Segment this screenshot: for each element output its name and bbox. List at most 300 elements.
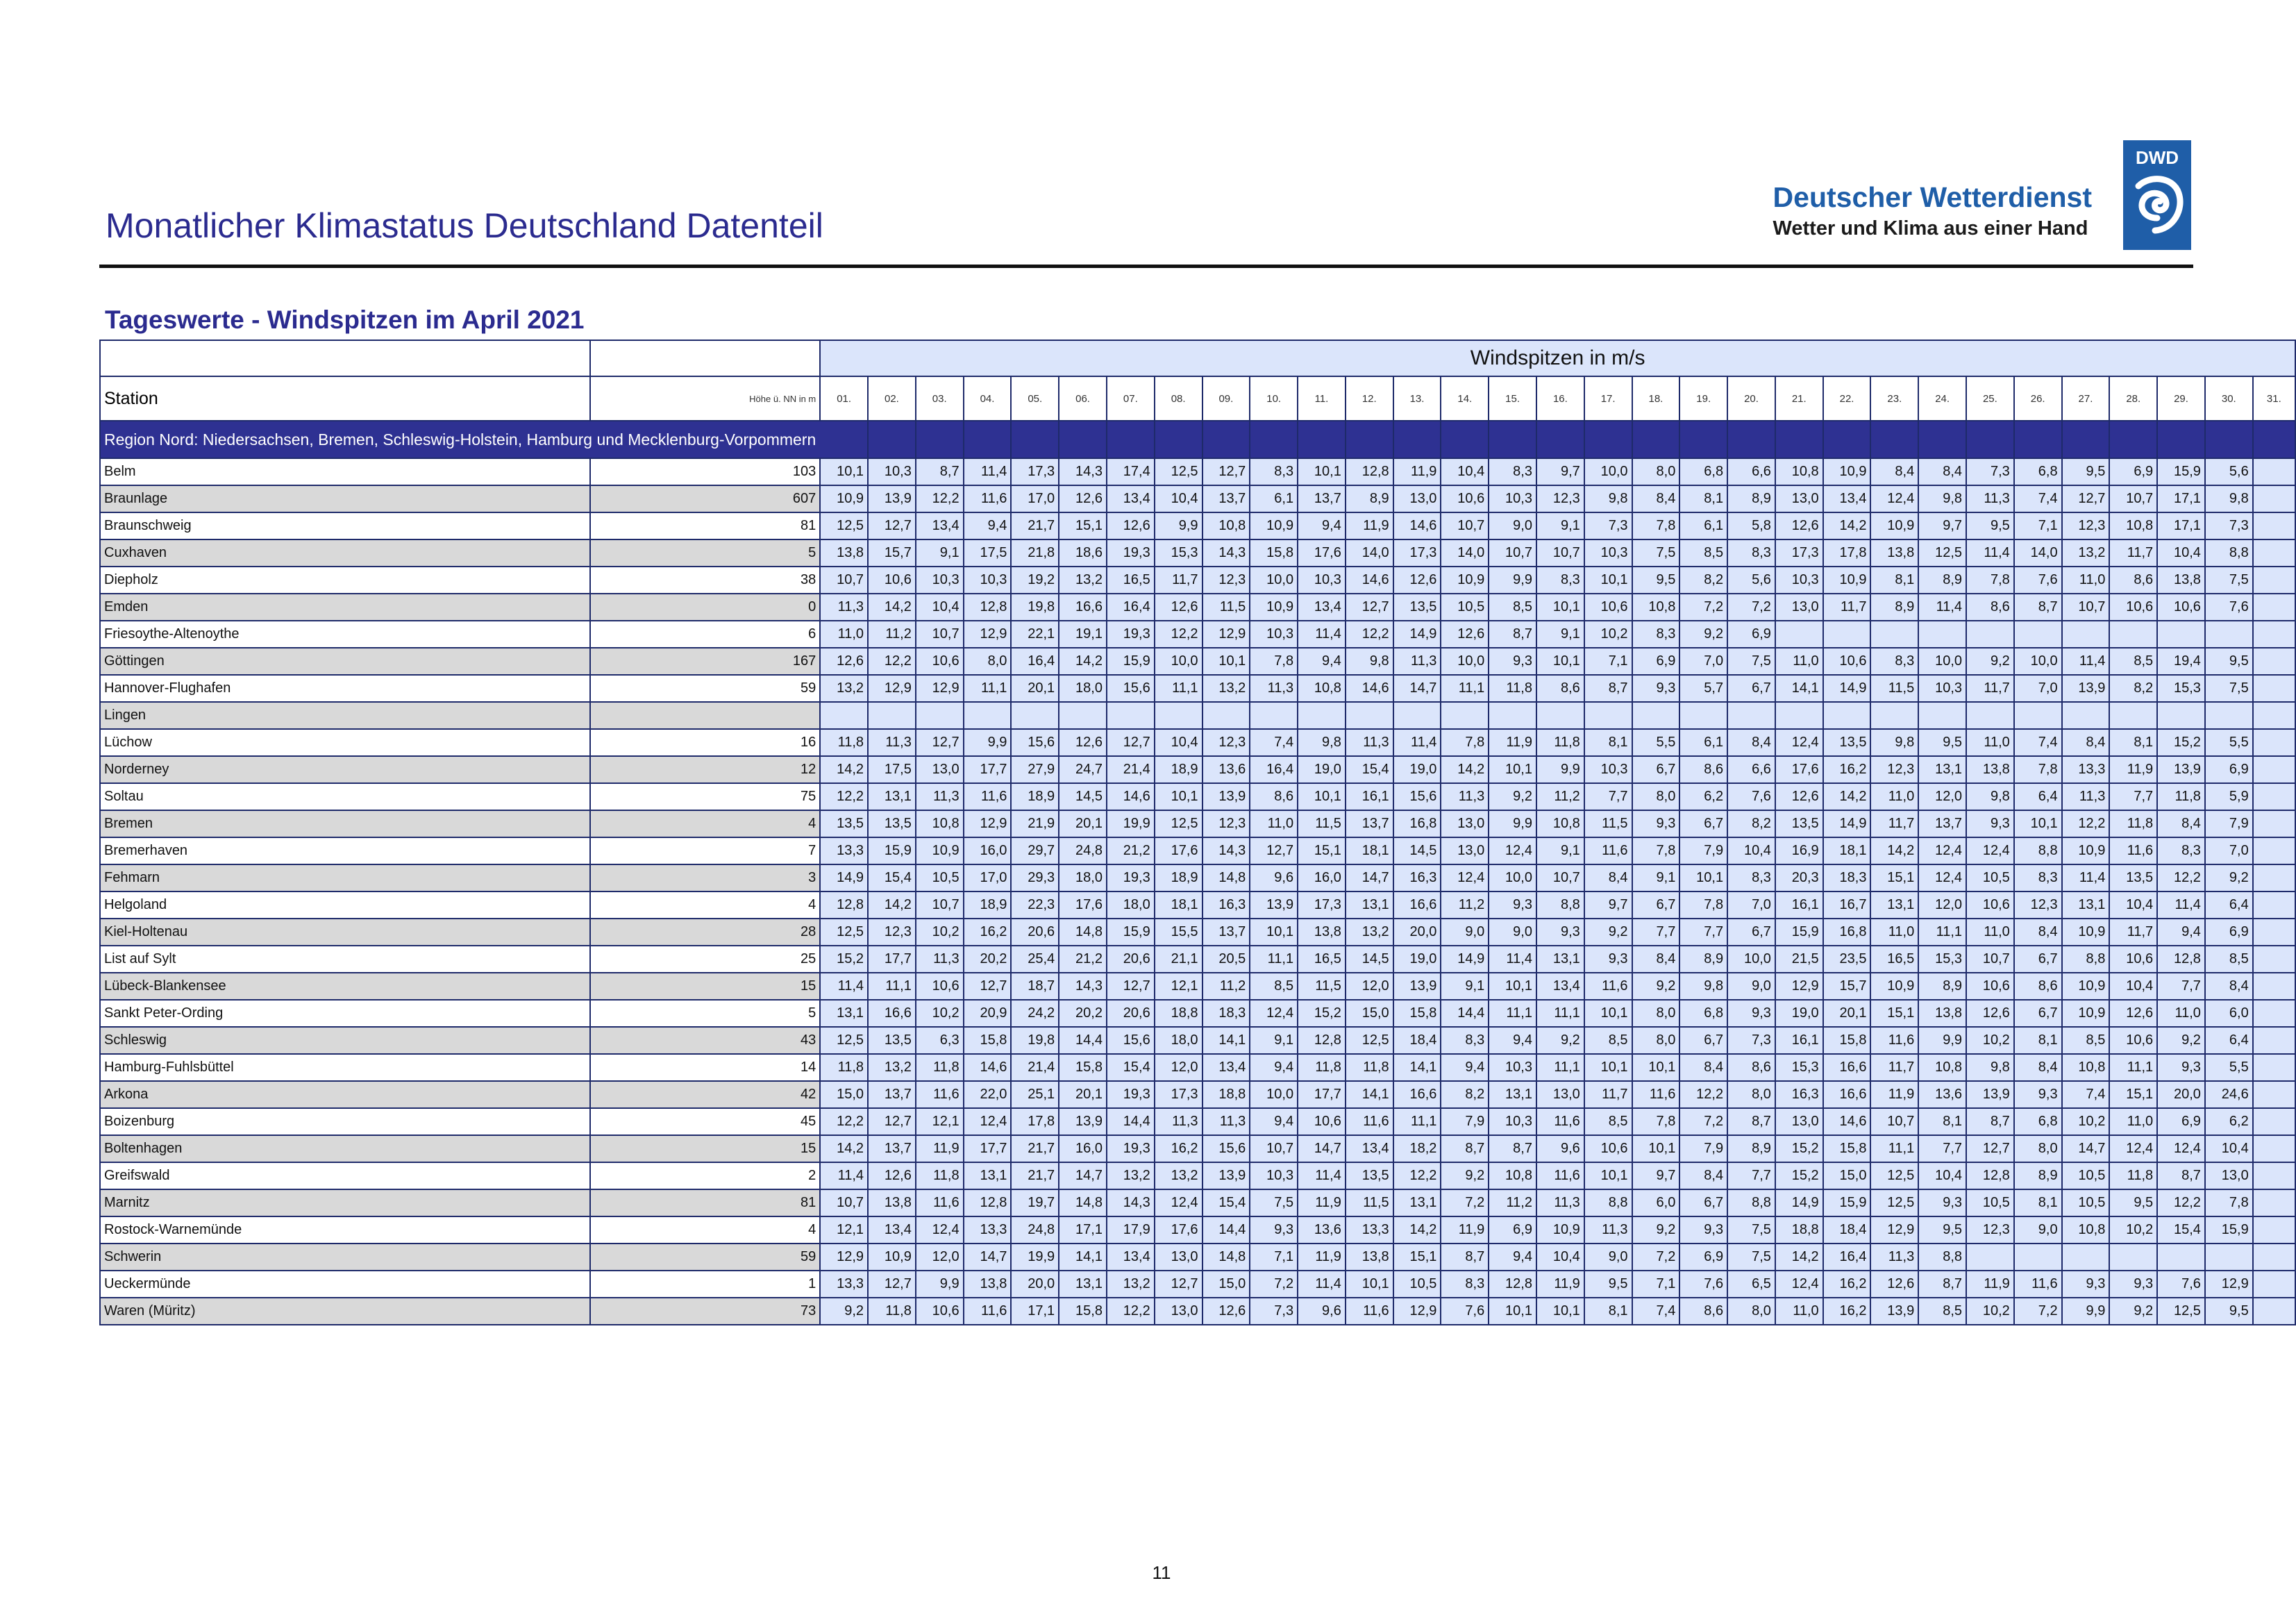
station-elevation: 73 bbox=[590, 1298, 820, 1325]
wind-gust-value: 13,9 bbox=[2157, 756, 2205, 783]
wind-gust-value: 11,3 bbox=[916, 783, 964, 810]
wind-gust-value: 13,1 bbox=[868, 783, 916, 810]
wind-gust-value: 10,7 bbox=[1536, 539, 1584, 567]
wind-gust-value: 13,9 bbox=[1203, 1162, 1250, 1189]
wind-gust-value: 12,2 bbox=[1393, 1162, 1441, 1189]
wind-gust-value: 13,8 bbox=[1346, 1244, 1393, 1271]
wind-gust-value: 10,0 bbox=[2014, 648, 2062, 675]
wind-gust-value: 18,9 bbox=[1011, 783, 1059, 810]
wind-gust-value: 19,0 bbox=[1393, 946, 1441, 973]
region-row bbox=[100, 421, 2295, 458]
wind-gust-value: 12,0 bbox=[1918, 891, 1966, 919]
wind-gust-value: 8,0 bbox=[1632, 783, 1680, 810]
wind-gust-value: 12,2 bbox=[1346, 621, 1393, 648]
wind-gust-value: 10,3 bbox=[1489, 1108, 1536, 1135]
wind-gust-value: 8,1 bbox=[2014, 1027, 2062, 1054]
wind-gust-value: 18,0 bbox=[1155, 1027, 1203, 1054]
region-cell bbox=[1775, 421, 1823, 458]
wind-gust-value: 10,0 bbox=[1489, 864, 1536, 891]
wind-gust-value: 7,5 bbox=[1250, 1189, 1298, 1216]
wind-gust-value: 8,8 bbox=[1918, 1244, 1966, 1271]
wind-gust-value: 12,8 bbox=[964, 594, 1012, 621]
table-row bbox=[100, 1054, 2295, 1081]
wind-gust-value: 11,8 bbox=[820, 1054, 868, 1081]
wind-gust-value: 10,9 bbox=[2062, 973, 2110, 1000]
wind-gust-value: 11,3 bbox=[1536, 1189, 1584, 1216]
wind-gust-value: 13,3 bbox=[2062, 756, 2110, 783]
wind-gust-value: 9,4 bbox=[1250, 1054, 1298, 1081]
wind-gust-value bbox=[2014, 702, 2062, 729]
wind-gust-value: 8,0 bbox=[2014, 1135, 2062, 1162]
wind-gust-value: 10,9 bbox=[2062, 1000, 2110, 1027]
wind-gust-value: 8,6 bbox=[1250, 783, 1298, 810]
wind-gust-value: 18,4 bbox=[1393, 1027, 1441, 1054]
wind-gust-value: 7,9 bbox=[1679, 837, 1727, 864]
wind-gust-value: 9,9 bbox=[1155, 512, 1203, 539]
wind-gust-value: 12,2 bbox=[1155, 621, 1203, 648]
station-elevation: 1 bbox=[590, 1271, 820, 1298]
wind-gust-value: 9,5 bbox=[1966, 512, 2014, 539]
region-cell bbox=[1393, 421, 1441, 458]
wind-gust-value: 13,8 bbox=[1298, 919, 1346, 946]
wind-gust-value: 11,6 bbox=[1584, 837, 1632, 864]
wind-gust-value: 11,9 bbox=[1346, 512, 1393, 539]
wind-gust-value: 7,9 bbox=[2205, 810, 2253, 837]
wind-gust-value: 9,3 bbox=[2109, 1271, 2157, 1298]
wind-gust-value: 10,5 bbox=[1393, 1271, 1441, 1298]
wind-gust-value: 11,1 bbox=[1536, 1054, 1584, 1081]
day-column-header: 03. bbox=[916, 376, 964, 421]
wind-gust-value bbox=[2253, 1000, 2295, 1027]
wind-gust-value: 12,5 bbox=[1918, 539, 1966, 567]
day-column-header: 24. bbox=[1918, 376, 1966, 421]
region-cell bbox=[1155, 421, 1203, 458]
wind-gust-value bbox=[2205, 1244, 2253, 1271]
wind-gust-value: 12,7 bbox=[1966, 1135, 2014, 1162]
wind-gust-value: 11,4 bbox=[1489, 946, 1536, 973]
wind-gust-value bbox=[1966, 1244, 2014, 1271]
wind-gust-value: 9,4 bbox=[1441, 1054, 1489, 1081]
wind-gust-value: 13,9 bbox=[1393, 973, 1441, 1000]
wind-gust-value: 11,6 bbox=[2109, 837, 2157, 864]
wind-gust-value: 10,8 bbox=[1632, 594, 1680, 621]
wind-gust-value: 13,5 bbox=[1393, 594, 1441, 621]
wind-gust-value: 13,8 bbox=[1870, 539, 1918, 567]
wind-gust-value: 12,6 bbox=[1203, 1298, 1250, 1325]
station-name: Braunlage bbox=[100, 485, 590, 512]
wind-gust-value: 8,3 bbox=[1870, 648, 1918, 675]
wind-gust-value: 15,3 bbox=[1775, 1054, 1823, 1081]
wind-gust-value: 19,0 bbox=[1775, 1000, 1823, 1027]
wind-gust-value: 10,6 bbox=[1298, 1108, 1346, 1135]
wind-gust-value: 12,2 bbox=[2062, 810, 2110, 837]
wind-gust-value: 10,8 bbox=[1203, 512, 1250, 539]
wind-gust-value: 12,2 bbox=[2157, 1189, 2205, 1216]
station-name: List auf Sylt bbox=[100, 946, 590, 973]
wind-gust-value: 20,6 bbox=[1011, 919, 1059, 946]
wind-gust-value: 9,0 bbox=[1489, 919, 1536, 946]
wind-gust-value bbox=[2014, 621, 2062, 648]
station-elevation: 4 bbox=[590, 1216, 820, 1244]
station-elevation: 0 bbox=[590, 594, 820, 621]
wind-gust-value: 12,8 bbox=[1346, 458, 1393, 485]
wind-gust-value: 10,2 bbox=[916, 1000, 964, 1027]
wind-gust-value bbox=[2253, 864, 2295, 891]
wind-gust-value: 13,8 bbox=[1966, 756, 2014, 783]
wind-gust-value: 12,7 bbox=[868, 1271, 916, 1298]
wind-gust-value: 13,0 bbox=[1775, 594, 1823, 621]
wind-gust-value: 16,0 bbox=[964, 837, 1012, 864]
wind-gust-value: 10,6 bbox=[1584, 594, 1632, 621]
wind-gust-value bbox=[2253, 1135, 2295, 1162]
wind-gust-value: 6,7 bbox=[1679, 810, 1727, 837]
wind-gust-value: 21,1 bbox=[1155, 946, 1203, 973]
wind-gust-value: 17,1 bbox=[2157, 512, 2205, 539]
wind-gust-value: 23,5 bbox=[1823, 946, 1871, 973]
wind-gust-value: 12,7 bbox=[1107, 973, 1155, 1000]
wind-gust-value: 7,7 bbox=[1727, 1162, 1775, 1189]
wind-gust-value: 6,7 bbox=[1727, 675, 1775, 702]
wind-gust-value: 7,3 bbox=[1584, 512, 1632, 539]
wind-gust-value: 10,7 bbox=[916, 621, 964, 648]
wind-gust-value: 11,0 bbox=[1966, 919, 2014, 946]
wind-gust-value: 18,0 bbox=[1107, 891, 1155, 919]
station-elevation: 607 bbox=[590, 485, 820, 512]
wind-gust-value: 11,5 bbox=[1870, 675, 1918, 702]
wind-gust-value: 15,3 bbox=[2157, 675, 2205, 702]
wind-gust-value: 7,7 bbox=[1679, 919, 1727, 946]
wind-gust-value: 14,5 bbox=[1059, 783, 1107, 810]
wind-gust-value: 11,6 bbox=[1346, 1108, 1393, 1135]
wind-gust-value: 7,2 bbox=[1679, 1108, 1727, 1135]
wind-gust-value: 11,3 bbox=[916, 946, 964, 973]
elevation-column-header: Höhe ü. NN in m bbox=[590, 376, 820, 421]
wind-gust-value: 10,3 bbox=[1584, 539, 1632, 567]
wind-gust-value: 11,2 bbox=[1203, 973, 1250, 1000]
wind-gust-value: 14,2 bbox=[1441, 756, 1489, 783]
wind-gust-value: 7,6 bbox=[1441, 1298, 1489, 1325]
wind-gust-value: 6,4 bbox=[2014, 783, 2062, 810]
wind-gust-value: 17,7 bbox=[1298, 1081, 1346, 1108]
wind-gust-value: 10,9 bbox=[1870, 512, 1918, 539]
wind-gust-value: 12,9 bbox=[1393, 1298, 1441, 1325]
wind-gust-value: 9,7 bbox=[1536, 458, 1584, 485]
wind-gust-value: 9,2 bbox=[2205, 864, 2253, 891]
day-column-header: 13. bbox=[1393, 376, 1441, 421]
wind-gust-value: 8,5 bbox=[1489, 594, 1536, 621]
wind-gust-value bbox=[820, 702, 868, 729]
wind-gust-value: 8,7 bbox=[1584, 675, 1632, 702]
wind-gust-value: 12,7 bbox=[1203, 458, 1250, 485]
wind-gust-value: 9,9 bbox=[1536, 756, 1584, 783]
station-elevation: 25 bbox=[590, 946, 820, 973]
wind-gust-value: 13,7 bbox=[1918, 810, 1966, 837]
region-cell bbox=[2205, 421, 2253, 458]
wind-gust-value: 9,5 bbox=[1918, 1216, 1966, 1244]
wind-gust-value: 10,6 bbox=[2109, 1027, 2157, 1054]
wind-gust-value: 20,1 bbox=[1011, 675, 1059, 702]
wind-gust-value: 12,4 bbox=[1775, 1271, 1823, 1298]
wind-gust-value: 12,0 bbox=[1918, 783, 1966, 810]
wind-gust-value: 8,4 bbox=[1870, 458, 1918, 485]
wind-gust-value: 12,9 bbox=[964, 810, 1012, 837]
wind-gust-value: 9,0 bbox=[1727, 973, 1775, 1000]
wind-gust-value: 8,4 bbox=[1679, 1162, 1727, 1189]
wind-gust-value: 14,1 bbox=[1775, 675, 1823, 702]
table-row bbox=[100, 1298, 2295, 1325]
wind-gust-value: 7,2 bbox=[1441, 1189, 1489, 1216]
wind-gust-value: 17,3 bbox=[1011, 458, 1059, 485]
wind-gust-value: 9,4 bbox=[1298, 648, 1346, 675]
wind-gust-value: 11,8 bbox=[2157, 783, 2205, 810]
day-column-header: 27. bbox=[2062, 376, 2110, 421]
wind-gust-value: 10,7 bbox=[1489, 539, 1536, 567]
wind-gust-value: 14,2 bbox=[820, 1135, 868, 1162]
wind-gust-value: 13,6 bbox=[1918, 1081, 1966, 1108]
wind-gust-value: 9,7 bbox=[1584, 891, 1632, 919]
wind-gust-value: 13,8 bbox=[820, 539, 868, 567]
station-name: Hannover-Flughafen bbox=[100, 675, 590, 702]
wind-gust-value: 11,3 bbox=[1155, 1108, 1203, 1135]
day-column-header: 19. bbox=[1679, 376, 1727, 421]
wind-gust-value: 6,8 bbox=[2014, 1108, 2062, 1135]
wind-gust-value: 15,6 bbox=[1393, 783, 1441, 810]
wind-gust-value: 13,8 bbox=[868, 1189, 916, 1216]
wind-gust-value: 15,0 bbox=[820, 1081, 868, 1108]
station-elevation: 4 bbox=[590, 891, 820, 919]
wind-gust-value: 15,3 bbox=[1918, 946, 1966, 973]
wind-gust-value: 12,4 bbox=[1489, 837, 1536, 864]
day-column-header: 29. bbox=[2157, 376, 2205, 421]
wind-gust-value: 13,0 bbox=[916, 756, 964, 783]
station-name: Lüchow bbox=[100, 729, 590, 756]
wind-gust-value: 10,2 bbox=[1966, 1027, 2014, 1054]
wind-gust-value: 15,6 bbox=[1107, 675, 1155, 702]
wind-gust-value: 10,6 bbox=[1441, 485, 1489, 512]
wind-gust-value: 13,5 bbox=[820, 810, 868, 837]
wind-gust-value: 8,7 bbox=[2014, 594, 2062, 621]
wind-gust-value: 7,8 bbox=[1250, 648, 1298, 675]
wind-gust-table bbox=[99, 340, 2296, 1325]
wind-gust-value: 19,3 bbox=[1107, 539, 1155, 567]
wind-gust-value: 11,1 bbox=[868, 973, 916, 1000]
station-name: Schwerin bbox=[100, 1244, 590, 1271]
wind-gust-value: 12,6 bbox=[1059, 485, 1107, 512]
wind-gust-value: 13,2 bbox=[1203, 675, 1250, 702]
wind-gust-value: 8,3 bbox=[1727, 864, 1775, 891]
table-row bbox=[100, 539, 2295, 567]
wind-gust-value: 11,4 bbox=[1298, 621, 1346, 648]
wind-gust-value: 11,9 bbox=[1966, 1271, 2014, 1298]
wind-gust-value bbox=[2109, 1244, 2157, 1271]
wind-gust-value: 10,9 bbox=[1536, 1216, 1584, 1244]
wind-gust-value: 13,7 bbox=[1346, 810, 1393, 837]
table-row bbox=[100, 864, 2295, 891]
wind-gust-value: 14,6 bbox=[1346, 567, 1393, 594]
wind-gust-value bbox=[2253, 1189, 2295, 1216]
wind-gust-value: 11,3 bbox=[1393, 648, 1441, 675]
region-cell bbox=[1059, 421, 1107, 458]
station-name: Greifswald bbox=[100, 1162, 590, 1189]
region-cell bbox=[1727, 421, 1775, 458]
wind-gust-value: 12,5 bbox=[1870, 1189, 1918, 1216]
wind-gust-value bbox=[2062, 702, 2110, 729]
wind-gust-value: 15,2 bbox=[1298, 1000, 1346, 1027]
wind-gust-value: 10,6 bbox=[916, 973, 964, 1000]
wind-gust-value: 8,5 bbox=[1918, 1298, 1966, 1325]
wind-gust-value: 16,5 bbox=[1298, 946, 1346, 973]
wind-gust-value bbox=[2062, 621, 2110, 648]
wind-gust-value: 15,4 bbox=[1346, 756, 1393, 783]
wind-gust-value: 12,8 bbox=[820, 891, 868, 919]
wind-gust-value: 10,1 bbox=[1679, 864, 1727, 891]
wind-gust-value: 7,4 bbox=[1632, 1298, 1680, 1325]
wind-gust-value: 8,1 bbox=[1870, 567, 1918, 594]
wind-gust-value: 11,9 bbox=[2109, 756, 2157, 783]
wind-gust-value: 9,5 bbox=[2205, 648, 2253, 675]
region-cell bbox=[2109, 421, 2157, 458]
wind-gust-value: 11,1 bbox=[1155, 675, 1203, 702]
wind-gust-value bbox=[2253, 810, 2295, 837]
wind-gust-value: 12,6 bbox=[820, 648, 868, 675]
wind-gust-value: 9,2 bbox=[1966, 648, 2014, 675]
wind-gust-value: 20,6 bbox=[1107, 1000, 1155, 1027]
wind-gust-value: 16,1 bbox=[1346, 783, 1393, 810]
logo-name: Deutscher Wetterdienst bbox=[1773, 181, 2092, 213]
wind-gust-value: 11,8 bbox=[2109, 810, 2157, 837]
wind-gust-value: 10,3 bbox=[916, 567, 964, 594]
wind-gust-value: 6,1 bbox=[1679, 729, 1727, 756]
wind-gust-value: 12,9 bbox=[868, 675, 916, 702]
wind-gust-value: 11,5 bbox=[1346, 1189, 1393, 1216]
wind-gust-value: 10,8 bbox=[1536, 810, 1584, 837]
wind-gust-value: 9,3 bbox=[1966, 810, 2014, 837]
wind-gust-value: 11,1 bbox=[1536, 1000, 1584, 1027]
station-name: Arkona bbox=[100, 1081, 590, 1108]
wind-gust-value: 21,4 bbox=[1011, 1054, 1059, 1081]
wind-gust-value: 13,2 bbox=[1107, 1162, 1155, 1189]
wind-gust-value: 9,3 bbox=[1536, 919, 1584, 946]
wind-gust-value: 25,4 bbox=[1011, 946, 1059, 973]
wind-gust-value: 15,0 bbox=[1203, 1271, 1250, 1298]
wind-gust-value: 6,7 bbox=[1727, 919, 1775, 946]
wind-gust-value: 7,4 bbox=[2014, 729, 2062, 756]
wind-gust-value: 17,3 bbox=[1298, 891, 1346, 919]
station-name: Lingen bbox=[100, 702, 590, 729]
wind-gust-value: 8,5 bbox=[2205, 946, 2253, 973]
wind-gust-value: 13,7 bbox=[1203, 919, 1250, 946]
wind-gust-value: 10,5 bbox=[1966, 1189, 2014, 1216]
wind-gust-value: 13,5 bbox=[868, 810, 916, 837]
wind-gust-value bbox=[2253, 594, 2295, 621]
day-column-header: 15. bbox=[1489, 376, 1536, 421]
wind-gust-value: 11,3 bbox=[1870, 1244, 1918, 1271]
region-cell bbox=[1107, 421, 1155, 458]
wind-gust-value: 11,3 bbox=[2062, 783, 2110, 810]
wind-gust-value: 11,4 bbox=[2157, 891, 2205, 919]
wind-gust-value: 10,5 bbox=[1441, 594, 1489, 621]
wind-gust-value bbox=[2109, 702, 2157, 729]
wind-gust-value: 13,0 bbox=[1441, 810, 1489, 837]
wind-gust-value: 9,5 bbox=[1632, 567, 1680, 594]
region-cell bbox=[1441, 421, 1489, 458]
wind-gust-value: 6,8 bbox=[1679, 1000, 1727, 1027]
wind-gust-value: 6,6 bbox=[1727, 756, 1775, 783]
wind-gust-value: 12,6 bbox=[868, 1162, 916, 1189]
wind-gust-value: 13,9 bbox=[1966, 1081, 2014, 1108]
wind-gust-value: 11,4 bbox=[820, 1162, 868, 1189]
wind-gust-value: 14,4 bbox=[1059, 1027, 1107, 1054]
wind-gust-value bbox=[2253, 1216, 2295, 1244]
wind-gust-value bbox=[2253, 621, 2295, 648]
wind-gust-value: 11,6 bbox=[1870, 1027, 1918, 1054]
wind-gust-value: 19,7 bbox=[1011, 1189, 1059, 1216]
wind-gust-value: 10,6 bbox=[2157, 594, 2205, 621]
station-elevation: 38 bbox=[590, 567, 820, 594]
wind-gust-value: 14,3 bbox=[1203, 837, 1250, 864]
wind-gust-value: 8,9 bbox=[1346, 485, 1393, 512]
wind-gust-value: 18,1 bbox=[1155, 891, 1203, 919]
wind-gust-value: 16,2 bbox=[1823, 1298, 1871, 1325]
wind-gust-value: 12,7 bbox=[2062, 485, 2110, 512]
wind-gust-value: 12,7 bbox=[1250, 837, 1298, 864]
table-banner: Windspitzen in m/s bbox=[820, 340, 2295, 376]
wind-gust-value: 11,8 bbox=[916, 1162, 964, 1189]
wind-gust-value: 10,9 bbox=[1250, 512, 1298, 539]
table-row bbox=[100, 702, 2295, 729]
wind-gust-value: 10,7 bbox=[820, 1189, 868, 1216]
wind-gust-value: 13,4 bbox=[1107, 1244, 1155, 1271]
wind-gust-value bbox=[2253, 485, 2295, 512]
wind-gust-value: 9,5 bbox=[2109, 1189, 2157, 1216]
wind-gust-value: 16,5 bbox=[1107, 567, 1155, 594]
wind-gust-value: 19,2 bbox=[1011, 567, 1059, 594]
wind-gust-value: 7,7 bbox=[1632, 919, 1680, 946]
wind-gust-value: 6,6 bbox=[1727, 458, 1775, 485]
wind-gust-value: 12,7 bbox=[1155, 1271, 1203, 1298]
wind-gust-value: 6,0 bbox=[1632, 1189, 1680, 1216]
wind-gust-value: 22,1 bbox=[1011, 621, 1059, 648]
wind-gust-value bbox=[1727, 702, 1775, 729]
wind-gust-value: 5,5 bbox=[2205, 729, 2253, 756]
wind-gust-value: 9,9 bbox=[1489, 810, 1536, 837]
wind-gust-value: 10,1 bbox=[1489, 1298, 1536, 1325]
wind-gust-value: 13,4 bbox=[1823, 485, 1871, 512]
wind-gust-value: 12,7 bbox=[868, 1108, 916, 1135]
wind-gust-value: 15,8 bbox=[964, 1027, 1012, 1054]
header-divider bbox=[99, 265, 2193, 268]
wind-gust-value: 12,4 bbox=[964, 1108, 1012, 1135]
wind-gust-value: 10,1 bbox=[1203, 648, 1250, 675]
wind-gust-value: 11,6 bbox=[1584, 973, 1632, 1000]
wind-gust-value: 7,4 bbox=[1250, 729, 1298, 756]
wind-gust-value: 12,9 bbox=[1203, 621, 1250, 648]
wind-gust-value: 12,4 bbox=[1918, 837, 1966, 864]
wind-gust-value: 11,3 bbox=[1441, 783, 1489, 810]
wind-gust-value: 9,3 bbox=[2014, 1081, 2062, 1108]
station-elevation: 81 bbox=[590, 512, 820, 539]
wind-gust-value: 18,1 bbox=[1823, 837, 1871, 864]
wind-gust-value: 13,9 bbox=[2062, 675, 2110, 702]
wind-gust-value: 8,6 bbox=[1966, 594, 2014, 621]
wind-gust-value: 13,0 bbox=[2205, 1162, 2253, 1189]
wind-gust-value: 11,1 bbox=[1918, 919, 1966, 946]
wind-gust-value: 10,2 bbox=[916, 919, 964, 946]
wind-gust-value: 10,1 bbox=[1536, 594, 1584, 621]
wind-gust-value: 11,7 bbox=[1584, 1081, 1632, 1108]
wind-gust-value: 10,6 bbox=[916, 648, 964, 675]
wind-gust-value: 10,1 bbox=[1584, 1000, 1632, 1027]
